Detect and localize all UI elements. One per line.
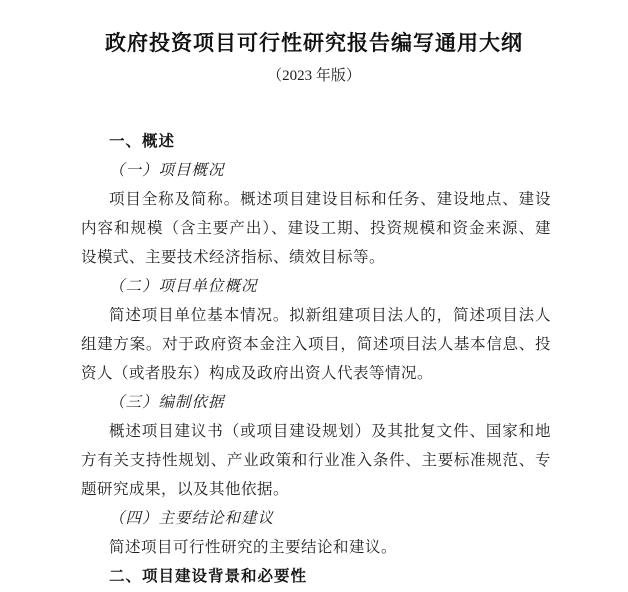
subsection-heading-1-3: （三）编制依据 [109,394,225,411]
subsection-heading-1-4: （四）主要结论和建议 [109,510,275,527]
paragraph-compilation-basis: 概述项目建议书（或项目建设规划）及其批复文件、国家和地方有关支持性规划、产业政策和行业准入条件、主要标准规范、专题研究成果，以及其他依据。 [81,423,551,498]
section-heading-1: 一、概述 [109,133,176,150]
paragraph-main-conclusions: 简述项目可行性研究的主要结论和建议。 [109,539,398,556]
section-heading-2: 二、项目建设背景和必要性 [109,568,308,585]
document-title: 政府投资项目可行性研究报告编写通用大纲 [105,31,523,55]
paragraph-project-unit-overview: 简述项目单位基本情况。拟新组建项目法人的，简述项目法人组建方案。对于政府资本金注入项目，简述项目法人基本信息、投资人（或者股东）构成及政府出资人代表等情况。 [81,307,551,382]
document-subtitle: （2023 年版） [267,68,361,84]
document-body [81,127,551,591]
paragraph-project-overview: 项目全称及简称。概述项目建设目标和任务、建设地点、建设内容和规模（含主要产出）、建设工期、投资规模和资金来源、建设模式、主要技术经济指标、绩效目标等。 [81,191,551,266]
subsection-heading-1-1: （一）项目概况 [109,162,225,179]
subsection-heading-1-2: （二）项目单位概况 [109,278,258,295]
